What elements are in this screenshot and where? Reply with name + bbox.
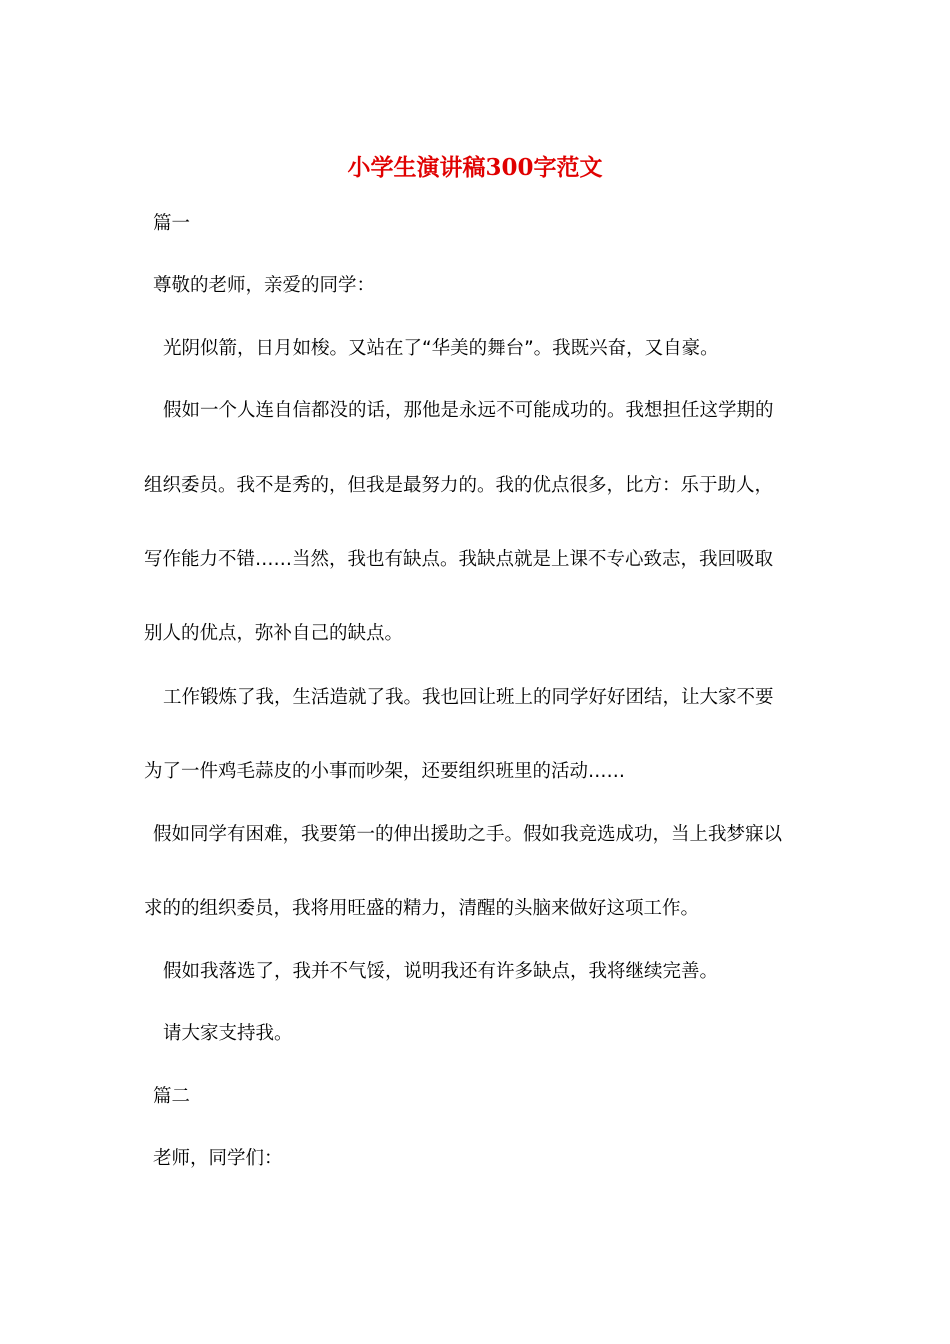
paragraph-line: 假如同学有困难，我要第一的伸出援助之手。假如我竞选成功，当上我梦寐以 <box>153 824 783 845</box>
paragraph-line: 工作锻炼了我，生活造就了我。我也回让班上的同学好好团结，让大家不要 <box>163 687 774 708</box>
paragraph-line: 请大家支持我。 <box>163 1023 293 1044</box>
paragraph-line: 假如我落选了，我并不气馁，说明我还有许多缺点，我将继续完善。 <box>163 961 719 982</box>
document-title: 小学生演讲稿300字范文 <box>347 154 603 181</box>
paragraph-line: 写作能力不错……当然，我也有缺点。我缺点就是上课不专心致志，我回吸取 <box>144 549 774 570</box>
paragraph-line: 光阴似箭，日月如梭。又站在了“华美的舞台”。我既兴奋，又自豪。 <box>163 338 719 359</box>
salutation-1: 尊敬的老师，亲爱的同学： <box>153 275 376 296</box>
paragraph-line: 求的的组织委员，我将用旺盛的精力，清醒的头脑来做好这项工作。 <box>144 898 700 919</box>
salutation-2: 老师，同学们： <box>153 1148 283 1169</box>
paragraph-line: 组织委员。我不是秀的，但我是最努力的。我的优点很多，比方：乐于助人， <box>144 475 774 496</box>
paragraph-line: 假如一个人连自信都没的话，那他是永远不可能成功的。我想担任这学期的 <box>163 400 774 421</box>
paragraph-line: 为了一件鸡毛蒜皮的小事而吵架，还要组织班里的活动…… <box>144 761 626 782</box>
section-heading-2: 篇二 <box>153 1086 191 1107</box>
section-heading-1: 篇一 <box>153 213 191 234</box>
paragraph-line: 别人的优点，弥补自己的缺点。 <box>144 623 404 644</box>
